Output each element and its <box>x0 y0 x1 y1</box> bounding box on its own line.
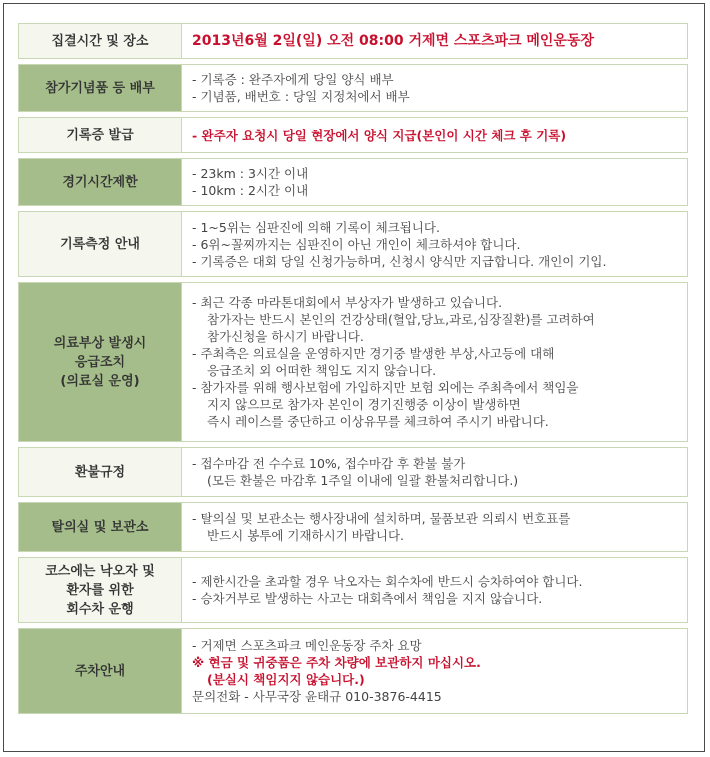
row-label: 기록증 발급 <box>18 117 181 153</box>
row-recovery-vehicle <box>18 557 688 623</box>
row-medical <box>18 282 688 442</box>
row-time-limit <box>18 158 688 206</box>
row-locker <box>18 502 688 552</box>
row-value: - 탈의실 및 보관소는 행사장내에 설치하며, 물품보관 의뢰시 번호표를 반드시 봉투에 기재하시기 바랍니다. <box>181 502 688 552</box>
row-label: 코스에는 낙오자 및 환자를 위한 회수차 운행 <box>18 557 181 623</box>
row-label: 집결시간 및 장소 <box>18 23 181 59</box>
row-value: - 1~5위는 심판진에 의해 기록이 체크됩니다. - 6위~꼴찌까지는 심판진이 아닌 개인이 체크하셔야 합니다. - 기록증은 대회 당일 신청가능하며, 신청시 양식만 지급합니다. 개인이 기입. <box>181 211 688 277</box>
row-label: 의료부상 발생시 응급조치 (의료실 운영) <box>18 282 181 442</box>
row-value <box>181 23 688 59</box>
row-souvenir <box>18 64 688 112</box>
row-label: 환불규정 <box>18 447 181 497</box>
row-label: 주차안내 <box>18 628 181 714</box>
row-value: - 제한시간을 초과할 경우 낙오자는 회수차에 반드시 승차하여야 합니다. - 승차거부로 발생하는 사고는 대회측에서 책임을 지지 않습니다. <box>181 557 688 623</box>
loss-disclaimer: (분실시 책임지지 않습니다.) <box>207 672 365 687</box>
contact-phone: 문의전화 - 사무국장 윤태규 010-3876-4415 <box>192 689 442 704</box>
row-timing-guide <box>18 211 688 277</box>
row-value: - 최근 각종 마라톤대회에서 부상자가 발생하고 있습니다. 참가자는 반드시 본인의 건강상태(혈압,당뇨,과로,심장질환)를 고려하여 참가신청을 하시기 바랍니다. - 주최측은 의료실을 운영하지만 경기중 발생한 부상,사고등에 대해 응급조치 외 어떠한 책임도 지지 않습니다. - 참가자를 위해 행사보험에 가입하지만 보험 외에는 주최측에서 책임을 지지 않으므로 참가자 본인이 경기진행중 이상이 발생하면 즉시 레이스를 중단하고 이상유무를 체크하여 주시기 바랍니다. <box>181 282 688 442</box>
row-value: - 접수마감 전 수수료 10%, 접수마감 후 환불 불가 (모든 환불은 마감후 1주일 이내에 일괄 환불처리합니다.) <box>181 447 688 497</box>
row-label: 경기시간제한 <box>18 158 181 206</box>
row-value: - 거제면 스포츠파크 메인운동장 주차 요망 ※ 현금 및 귀중품은 주차 차량에 보관하지 마십시오. (분실시 책임지지 않습니다.) 문의전화 - 사무국장 윤태규 010-3876-4415 <box>181 628 688 714</box>
row-label: 탈의실 및 보관소 <box>18 502 181 552</box>
row-parking <box>18 628 688 714</box>
valuables-warning: ※ 현금 및 귀중품은 주차 차량에 보관하지 마십시오. <box>192 655 481 670</box>
event-info-table <box>18 18 688 719</box>
row-label: 기록측정 안내 <box>18 211 181 277</box>
row-assembly <box>18 23 688 59</box>
row-value: - 기록증 : 완주자에게 당일 양식 배부 - 기념품, 배번호 : 당일 지정처에서 배부 <box>181 64 688 112</box>
row-refund <box>18 447 688 497</box>
row-value: - 23km : 3시간 이내 - 10km : 2시간 이내 <box>181 158 688 206</box>
assembly-time-place: 2013년6월 2일(일) 오전 08:00 거제면 스포츠파크 메인운동장 <box>192 32 595 49</box>
row-certificate <box>18 117 688 153</box>
row-value: - 완주자 요청시 당일 현장에서 양식 지급(본인이 시간 체크 후 기록) <box>181 117 688 153</box>
row-label: 참가기념품 등 배부 <box>18 64 181 112</box>
